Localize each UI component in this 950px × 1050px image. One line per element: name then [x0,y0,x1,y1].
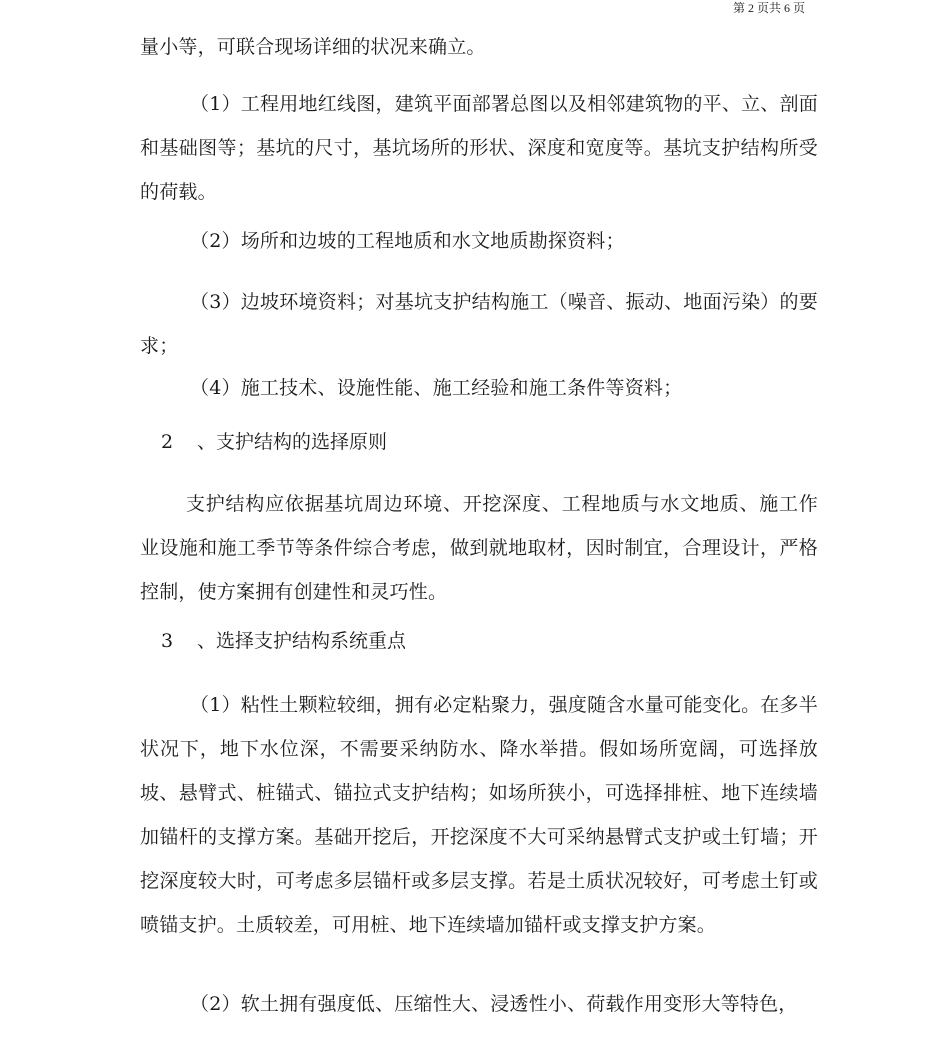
paragraph-item-2: （2）场所和边坡的工程地质和水文地质勘探资料； [190,230,625,252]
section-title: 、选择支护结构系统重点 [197,630,407,652]
page-number: 第 2 页共 6 页 [733,1,806,15]
section-title: 、支护结构的选择原则 [197,431,388,453]
paragraph-item-3: （3）边坡环境资料；对基坑支护结构施工（噪音、振动、地面污染）的要求； [140,291,818,357]
paragraph-item-4: （4）施工技术、设施性能、施工经验和施工条件等资料； [190,377,683,399]
section-number: 2 [161,431,174,453]
paragraph-soft-soil: （2）软土拥有强度低、压缩性大、浸透性小、荷载作用变形大等特色， [190,993,798,1015]
paragraph-principle: 支护结构应依据基坑周边环境、开挖深度、工程地质与水文地质、施工作业设施和施工季节等条件综合考虑，做到就地取材，因时制宜，合理设计，严格控制，使方案拥有创建性和灵巧性。 [140,493,818,603]
section-number: 3 [161,630,174,652]
paragraph-cohesive-soil: （1）粘性土颗粒较细，拥有必定粘聚力，强度随含水量可能变化。在多半状况下，地下水位深，不需要采纳防水、降水举措。假如场所宽阔，可选择放坡、悬臂式、桩锚式、锚拉式支护结构；如场所狭小，可选择排桩、地下连续墙加锚杆的支撑方案。基础开挖后，开挖深度不大可采纳悬臂式支护或土钉墙；开挖深度较大时，可考虑多层锚杆或多层支撑。若是土质状况较好，可考虑土钉或喷锚支护。土质较差，可用桩、地下连续墙加锚杆或支撑支护方案。 [140,694,818,936]
section-heading-2 [161,420,387,464]
paragraph-item-1: （1）工程用地红线图，建筑平面部署总图以及相邻建筑物的平、立、剖面和基础图等；基坑的尺寸，基坑场所的形状、深度和宽度等。基坑支护结构所受的荷载。 [140,93,818,203]
section-heading-3 [161,619,406,663]
paragraph-continuation: 量小等，可联合现场详细的状况来确立。 [140,36,486,58]
